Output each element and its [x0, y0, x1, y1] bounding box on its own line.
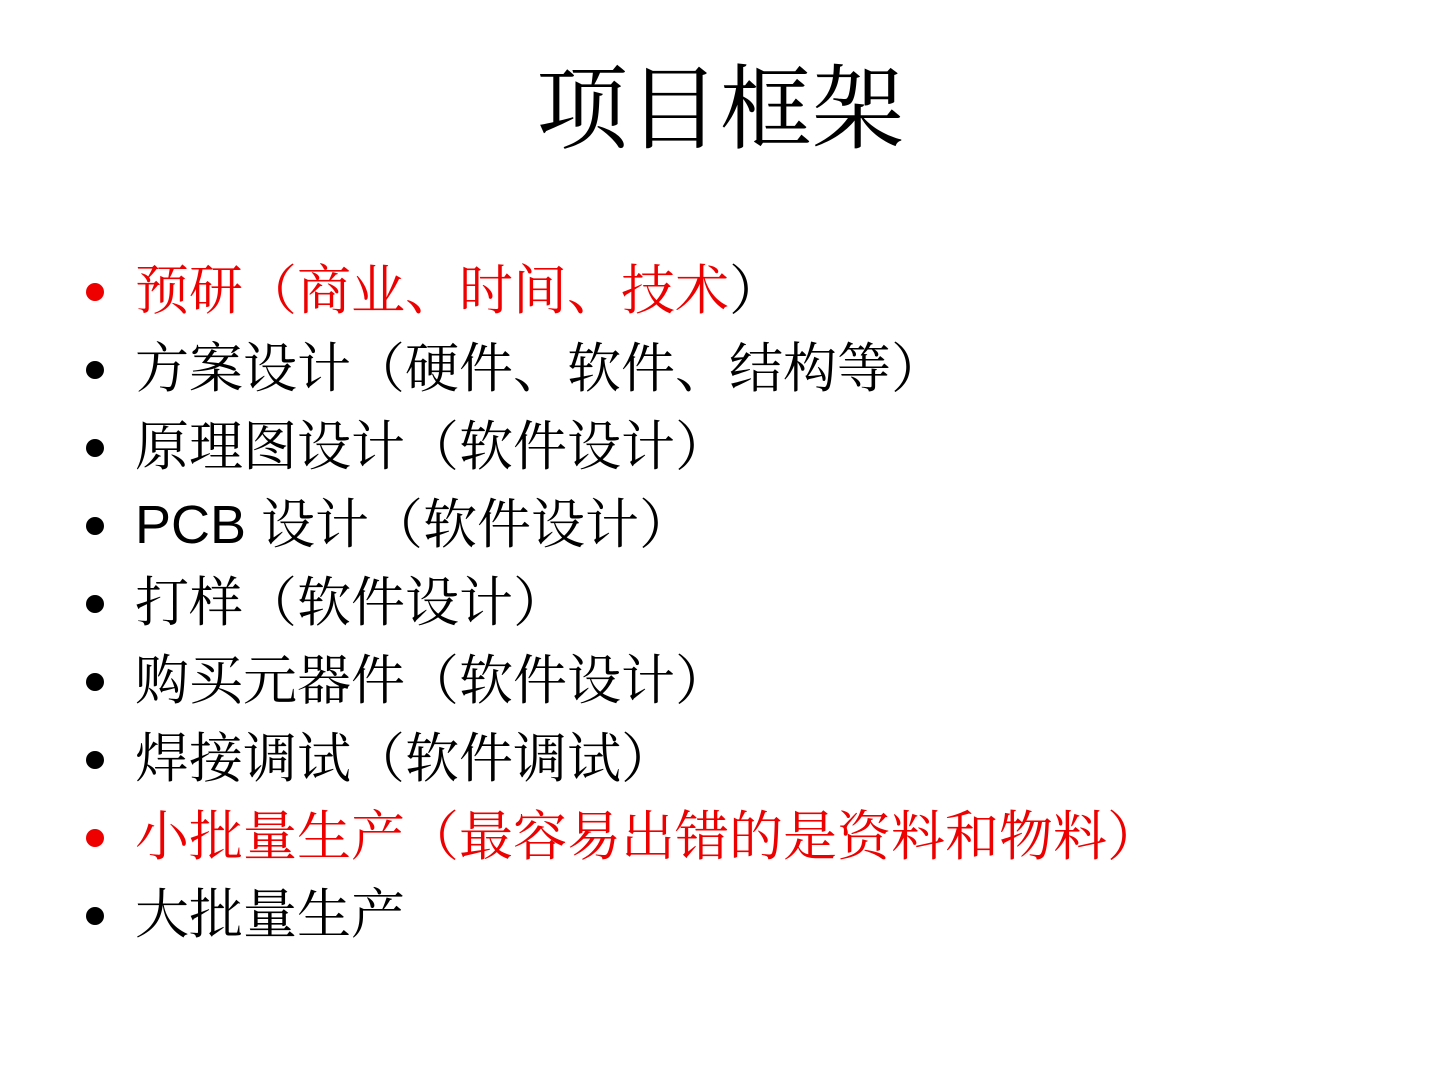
bullet-item: [86, 408, 1161, 486]
bullet-item: [86, 798, 1161, 876]
bullet-text: [135, 564, 567, 642]
bullet-item: [86, 876, 1161, 954]
bullet-text: [135, 876, 405, 954]
bullet-dot-icon: [86, 283, 104, 301]
bullet-dot-icon: [86, 907, 104, 925]
bullet-dot-icon: [86, 673, 104, 691]
text-segment: 方案设计（硬件、软件、结构等）: [135, 339, 945, 399]
bullet-item: [86, 720, 1161, 798]
bullet-dot-icon: [86, 595, 104, 613]
text-segment: 原理图设计（软件设计）: [135, 417, 729, 477]
bullet-item: [86, 330, 1161, 408]
text-segment: 小批量生产（最容易出错的是资料和物料）: [135, 807, 1161, 867]
text-segment: PCB 设计（软件设计）: [135, 495, 694, 555]
bullet-item: [86, 252, 1161, 330]
bullet-dot-icon: [86, 439, 104, 457]
bullet-dot-icon: [86, 751, 104, 769]
bullet-text: [135, 798, 1161, 876]
bullet-text: [135, 408, 729, 486]
bullet-item: [86, 564, 1161, 642]
slide-title: 项目框架: [535, 59, 904, 161]
bullet-dot-icon: [86, 517, 104, 535]
bullet-item: [86, 642, 1161, 720]
bullet-dot-icon: [86, 361, 104, 379]
bullet-text: [135, 642, 729, 720]
bullet-item: [86, 486, 1161, 564]
text-segment: 购买元器件（软件设计）: [135, 651, 729, 711]
bullet-dot-icon: [86, 829, 104, 847]
bullet-text: [135, 720, 675, 798]
bullet-text: [135, 330, 945, 408]
text-segment: 焊接调试（软件调试）: [135, 729, 675, 789]
bullet-list: [86, 252, 1161, 954]
text-segment: 预研（商业、时间、技术: [135, 261, 729, 321]
text-segment: 大批量生产: [135, 885, 405, 945]
text-segment: 打样（软件设计）: [135, 573, 567, 633]
text-segment: ）: [729, 261, 783, 321]
bullet-text: [135, 486, 693, 564]
bullet-text: [135, 252, 783, 330]
